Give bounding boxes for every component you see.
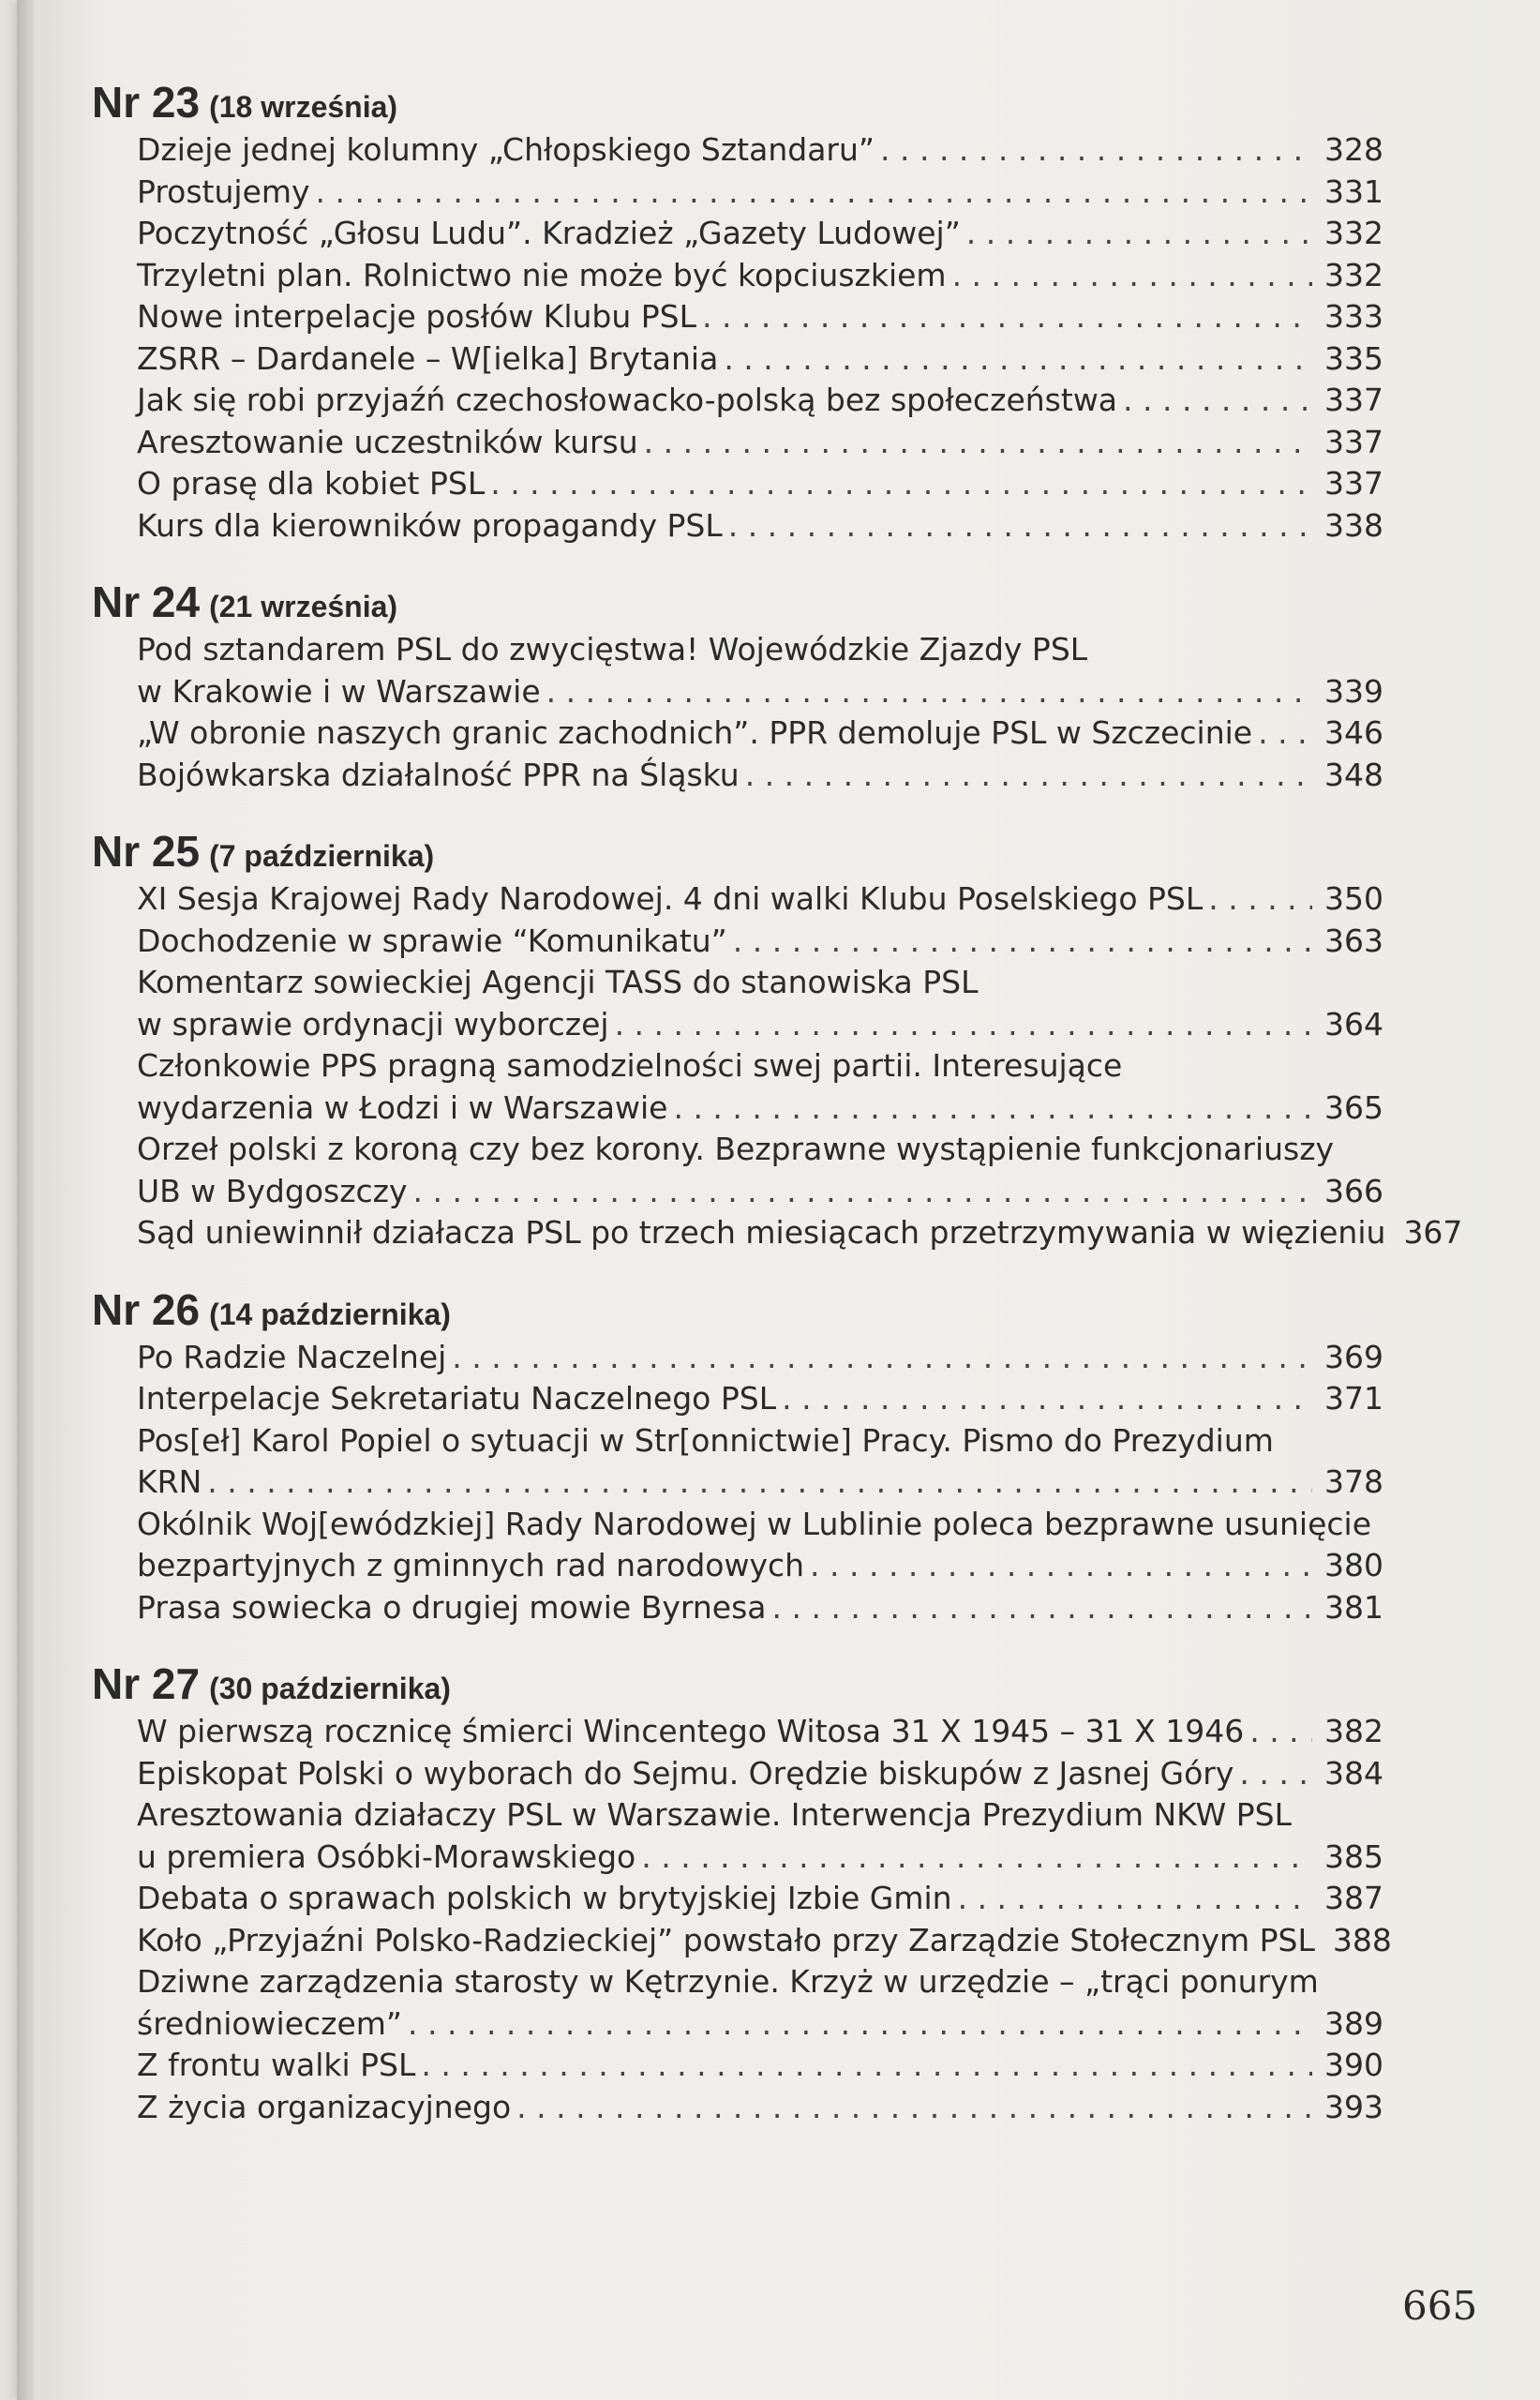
leader-dots (452, 1337, 1312, 1379)
entry-page: 333 (1324, 298, 1383, 335)
entry-title: bezpartyjnych z gminnych rad narodowych (137, 1547, 805, 1583)
toc-section (92, 575, 1423, 796)
issue-date: (30 października) (209, 1672, 451, 1705)
entry-title: Pos[eł] Karol Popiel o sytuacji w Str[onnictwie] Pracy. Pismo do Prezydium (137, 1421, 1274, 1459)
leader-dots (952, 255, 1312, 297)
issue-number: Nr 25 (92, 827, 201, 876)
entry-page: 350 (1324, 880, 1383, 917)
toc-entry (137, 1794, 1383, 1837)
leader-dots (745, 755, 1312, 797)
page-number: 665 (1402, 2283, 1478, 2329)
entry-list (137, 1711, 1392, 2128)
leader-dots (958, 1878, 1312, 1920)
issue-date: (18 września) (209, 90, 398, 124)
leader-dots (421, 2045, 1312, 2087)
entry-title: Nowe interpelacje posłów Klubu PSL (137, 298, 696, 335)
entry-page: 387 (1324, 1880, 1383, 1916)
toc-entry (137, 2087, 1383, 2129)
issue-number: Nr 24 (92, 578, 201, 626)
entry-title: UB w Bydgoszczy (137, 1172, 408, 1209)
issue-heading (92, 1657, 1423, 1711)
toc-entry (137, 1961, 1383, 2003)
entry-title: wydarzenia w Łodzi i w Warszawie (137, 1088, 668, 1126)
entry-title: Dziwne zarządzenia starosty w Kętrzynie. Krzyż w urzędzie – „trąci ponurym (137, 1963, 1319, 2000)
entry-page: 331 (1324, 172, 1383, 210)
leader-dots (490, 463, 1312, 505)
toc-entry (137, 1088, 1383, 1130)
leader-dots (772, 1587, 1312, 1629)
issue-date: (21 września) (209, 590, 398, 623)
entry-title: Orzeł polski z koroną czy bez korony. Bezprawne wystąpienie funkcjonariuszy (137, 1131, 1335, 1167)
toc-entry (137, 962, 1383, 1004)
toc-entry (137, 1004, 1383, 1046)
page-edge (17, 0, 34, 2400)
entry-page: 388 (1332, 1921, 1392, 1958)
leader-dots (702, 296, 1312, 338)
toc-section (92, 1657, 1423, 2128)
entry-page: 335 (1324, 339, 1383, 377)
toc-entry (137, 296, 1383, 338)
toc-entry (137, 1378, 1383, 1420)
toc-entry (137, 380, 1383, 422)
entry-title: Po Radzie Naczelnej (137, 1338, 447, 1375)
entry-page: 338 (1324, 506, 1383, 544)
entry-page: 337 (1324, 465, 1383, 502)
toc-entry (137, 671, 1383, 713)
entry-title: Trzyletni plan. Rolnictwo nie może być kopciuszkiem (137, 256, 947, 293)
toc-entry (137, 422, 1383, 464)
entry-title: Episkopat Polski o wyborach do Sejmu. Orędzie biskupów z Jasnej Góry (137, 1754, 1234, 1792)
toc-entry (137, 1462, 1383, 1504)
entry-title: w sprawie ordynacji wyborczej (137, 1005, 609, 1042)
toc-entry (137, 629, 1383, 671)
leader-dots (810, 1545, 1312, 1587)
entry-page: 380 (1324, 1547, 1383, 1583)
entry-page: 393 (1324, 2088, 1383, 2125)
entry-list (137, 629, 1383, 796)
toc-section (92, 1282, 1423, 1629)
leader-dots (724, 338, 1312, 381)
entry-title: W pierwszą rocznicę śmierci Wincentego Witosa 31 X 1945 – 31 X 1946 (137, 1713, 1245, 1749)
table-of-contents (92, 75, 1463, 2156)
entry-page: 371 (1324, 1380, 1383, 1417)
issue-heading (92, 75, 1423, 129)
toc-entry (137, 1420, 1383, 1462)
issue-heading (92, 824, 1423, 878)
toc-entry (137, 338, 1383, 381)
leader-dots (1239, 1753, 1312, 1795)
leader-dots (546, 671, 1312, 713)
entry-title: Z życia organizacyjnego (137, 2088, 512, 2125)
entry-title: O prasę dla kobiet PSL (137, 465, 486, 502)
entry-page: 346 (1324, 714, 1383, 751)
entry-page: 365 (1324, 1088, 1383, 1126)
leader-dots (207, 1462, 1312, 1504)
leader-dots (1258, 712, 1312, 755)
toc-entry (137, 1171, 1383, 1213)
leader-dots (615, 1004, 1312, 1046)
toc-entry (137, 1878, 1383, 1920)
entry-title: w Krakowie i w Warszawie (137, 672, 541, 710)
toc-entry (137, 1837, 1383, 1879)
leader-dots (516, 2087, 1312, 2129)
entry-title: Członkowie PPS pragną samodzielności swej partii. Interesujące (137, 1047, 1123, 1084)
entry-page: 390 (1324, 2047, 1383, 2083)
entry-page: 339 (1324, 672, 1383, 710)
entry-title: Bojówkarska działalność PPR na Śląsku (137, 756, 740, 793)
issue-number: Nr 27 (92, 1659, 201, 1708)
toc-entry (137, 1212, 1463, 1254)
entry-title: Okólnik Woj[ewódzkiej] Rady Narodowej w Lublinie poleca bezprawne usunięcie (137, 1505, 1372, 1542)
entry-title: Interpelacje Sekretariatu Naczelnego PSL (137, 1380, 777, 1417)
entry-page: 366 (1324, 1172, 1383, 1209)
issue-heading (92, 1282, 1423, 1337)
entry-title: Aresztowanie uczestników kursu (137, 423, 638, 460)
leader-dots (966, 213, 1312, 255)
toc-entry (137, 1545, 1383, 1587)
entry-page: 385 (1324, 1838, 1383, 1875)
issue-date: (7 października) (209, 839, 435, 873)
entry-title: Debata o sprawach polskich w brytyjskiej Izbie Gmin (137, 1880, 952, 1916)
entry-title: KRN (137, 1463, 202, 1500)
leader-dots (316, 172, 1312, 214)
toc-entry (137, 712, 1383, 755)
leader-dots (880, 129, 1312, 172)
entry-title: Z frontu walki PSL (137, 2047, 416, 2083)
entry-page: 369 (1324, 1338, 1383, 1375)
book-page (17, 0, 1540, 2400)
leader-dots (1249, 1711, 1312, 1753)
entry-list (137, 878, 1463, 1254)
toc-entry (137, 172, 1383, 214)
toc-entry (137, 1337, 1383, 1379)
entry-title: Jak się robi przyjaźń czechosłowacko-polską bez społeczeństwa (137, 382, 1118, 418)
entry-page: 337 (1324, 382, 1383, 418)
toc-entry (137, 505, 1383, 548)
toc-entry (137, 1711, 1383, 1753)
leader-dots (733, 921, 1312, 963)
entry-title: Aresztowania działaczy PSL w Warszawie. Interwencja Prezydium NKW PSL (137, 1796, 1292, 1833)
leader-dots (782, 1378, 1312, 1420)
entry-page: 337 (1324, 423, 1383, 460)
toc-entry (137, 878, 1383, 921)
entry-title: Komentarz sowieckiej Agencji TASS do stanowiska PSL (137, 964, 979, 1000)
entry-page: 382 (1324, 1713, 1383, 1749)
entry-title: XI Sesja Krajowej Rady Narodowej. 4 dni walki Klubu Poselskiego PSL (137, 880, 1204, 917)
toc-entry (137, 1045, 1383, 1088)
toc-section (92, 824, 1463, 1254)
toc-entry (137, 1129, 1383, 1171)
toc-entry (137, 255, 1383, 297)
leader-dots (1208, 878, 1312, 921)
leader-dots (644, 422, 1312, 464)
entry-title: Sąd uniewinnił działacza PSL po trzech miesiącach przetrzymywania w więzieniu (137, 1214, 1386, 1251)
entry-title: Kurs dla kierowników propagandy PSL (137, 506, 723, 544)
entry-page: 332 (1324, 215, 1383, 251)
toc-section (92, 75, 1423, 547)
entry-title: Dzieje jednej kolumny „Chłopskiego Sztandaru” (137, 131, 875, 168)
entry-title: ZSRR – Dardanele – W[ielka] Brytania (137, 339, 719, 377)
entry-title: Koło „Przyjaźni Polsko-Radzieckiej” powstało przy Zarządzie Stołecznym PSL (137, 1921, 1315, 1958)
entry-title: Prostujemy (137, 172, 310, 210)
entry-list (137, 129, 1383, 547)
toc-entry (137, 1504, 1383, 1546)
issue-number: Nr 26 (92, 1284, 201, 1334)
issue-heading (92, 575, 1423, 629)
toc-entry (137, 2003, 1383, 2046)
entry-title: Dochodzenie w sprawie “Komunikatu” (137, 922, 727, 959)
entry-title: u premiera Osóbki-Morawskiego (137, 1838, 636, 1875)
entry-page: 332 (1324, 256, 1383, 293)
toc-entry (137, 129, 1383, 172)
entry-list (137, 1337, 1383, 1629)
toc-entry (137, 213, 1383, 255)
entry-title: średniowieczem” (137, 2004, 403, 2042)
toc-entry (137, 921, 1383, 963)
entry-page: 364 (1324, 1005, 1383, 1042)
entry-page: 348 (1324, 756, 1383, 793)
leader-dots (413, 1171, 1312, 1213)
leader-dots (641, 1837, 1312, 1879)
leader-dots (408, 2003, 1312, 2046)
toc-entry (137, 463, 1383, 505)
entry-page: 378 (1324, 1463, 1383, 1500)
toc-entry (137, 1920, 1392, 1962)
entry-page: 389 (1324, 2004, 1383, 2042)
entry-page: 381 (1324, 1588, 1383, 1626)
issue-date: (14 października) (209, 1297, 451, 1331)
leader-dots (1123, 380, 1312, 422)
entry-title: Pod sztandarem PSL do zwycięstwa! Wojewódzkie Zjazdy PSL (137, 631, 1088, 668)
entry-page: 328 (1324, 131, 1383, 168)
toc-entry (137, 2045, 1383, 2087)
entry-title: Poczytność „Głosu Ludu”. Kradzież „Gazety Ludowej” (137, 215, 961, 251)
entry-title: Prasa sowiecka o drugiej mowie Byrnesa (137, 1588, 767, 1626)
issue-number: Nr 23 (92, 78, 201, 127)
toc-entry (137, 1753, 1383, 1795)
entry-page: 384 (1324, 1754, 1383, 1792)
toc-entry (137, 1587, 1383, 1629)
leader-dots (673, 1088, 1312, 1130)
entry-page: 363 (1324, 922, 1383, 959)
leader-dots (728, 505, 1312, 548)
entry-title: „W obronie naszych granic zachodnich”. PPR demoluje PSL w Szczecinie (137, 714, 1253, 751)
entry-page: 367 (1403, 1214, 1463, 1251)
toc-entry (137, 755, 1383, 797)
